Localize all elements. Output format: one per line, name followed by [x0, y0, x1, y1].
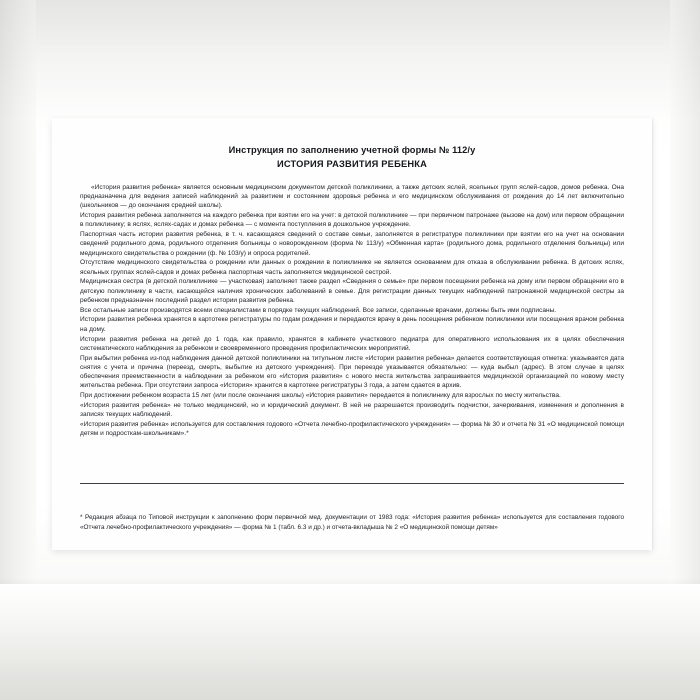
document-title: Инструкция по заполнению учетной формы № 112/у	[228, 145, 476, 155]
footnote-text: * Редакция абзаца по Типовой инструкции к заполнению форм первичной мед. документации от 1983 года: «История развития ребенка» используется для составления годового «Отчета лечебно-профилактического учреждения» — форма № 1 (табл. 6.3 и др.) и отчета-вкладыша № 2 «О медицинской помощи детям»	[80, 514, 624, 531]
paragraph: «История развития ребенка» не только медицинский, но и юридический документ. В ней не разрешается производить подчистки, зачеркивания, изменения и дополнения в записях текущих наблюдений.	[80, 402, 624, 419]
paragraph: «История развития ребенка» является основным медицинским документом детской поликлиники, а также детских яслей, ясельных групп яслей-садов, домов ребенка. Она предназначена для ведения записей наблюдений за развитием и состоянием здоровья ребенка и его медицинском обслуживания от рождения до 14 лет включительно (школьников — до окончания средней школы).	[80, 183, 624, 210]
paragraph: Медицинская сестра (в детской поликлинике — участковая) заполняет также раздел «Сведения о семье» при первом посещении ребенка на дому или первом обращении его в детскую поликлинику в части, касающейся наличия хронических заболеваний в семье. Для регистрации данных текущих наблюдений патронажной медицинской сестры за ребенком предназначен последний раздел истории развития ребенка.	[80, 278, 624, 304]
paragraph: При выбытии ребенка из-под наблюдения данной детской поликлиники на титульном листе «Истории развития ребенка» делается соответствующая отметка: указывается дата снятия с учета и причина (переезд, смерть, выбытие из детского учреждения). При переезде указывается обязательно: — куда выбыл (адрес). В этом случае в целях обеспечения преемственности в наблюдении за ребенком его «История развития» с нового места жительства запрашивается медицинской организацией по новому месту жительства ребенка. При отсутствии запроса «История» хранится в картотеке регистратуры 3 года, а затем сдается в архив.	[80, 354, 624, 390]
paragraph: Истории развития ребенка хранятся в картотеке регистратуры по годам рождения и передаются врачу в день посещения ребенком поликлиники или посещения врачом ребенка на дому.	[80, 316, 624, 333]
document-content	[52, 118, 652, 550]
paragraph: Паспортная часть истории развития ребенка, в т. ч. касающаяся сведений о составе семьи, заполняется в регистратуре поликлиники при взятии его на учет на основании сведений родильного дома, родильного отделения больницы о новорожденном (форма № 113/у) «Обменная карта» (родильного дома, родильного отделения больницы) или медицинского свидетельства о рождении (ф. № 103/у) и опроса родителей.	[80, 230, 624, 257]
document-subtitle: ИСТОРИЯ РАЗВИТИЯ РЕБЕНКА	[276, 159, 428, 170]
document-page	[52, 118, 652, 550]
booklet-binding	[0, 584, 700, 700]
page-edge-line	[652, 118, 654, 550]
footnote-divider	[80, 483, 624, 484]
paragraph: Все остальные записи производятся всеми специалистами в порядке текущих наблюдений. Все записи, сделанные врачами, должны быть ими подписаны.	[80, 306, 557, 314]
paragraph: Отсутствие медицинского свидетельства о рождении или данных о рождении в поликлинике не является основанием для отказа в обслуживании ребенка. В детских яслях, ясельных группах яслей-садов и домах ребенка паспортная часть заполняется медицинской сестрой.	[80, 259, 624, 276]
paragraph: Истории развития ребенка на детей до 1 года, как правило, хранятся в кабинете участкового педиатра для оперативного использования их в целях обеспечения систематического наблюдения за ребенком и своевременного проведения профилактических мероприятий.	[80, 335, 624, 352]
paragraph: История развития ребенка заполняется на каждого ребенка при взятии его на учет: в детской поликлинике — при первичном патронаже (вызове на дом) или первом обращении в поликлинику; в яслях, яслях-садах и домах ребенка — с момента поступления в дошкольное учреждение.	[80, 211, 624, 229]
top-shadow	[0, 0, 700, 120]
document-body	[80, 183, 624, 439]
paragraph: При достижении ребенком возраста 15 лет (или после окончания школы) «История развития» передается в поликлинику для взрослых по месту жительства.	[80, 392, 561, 400]
paragraph: «История развития ребенка» используется для составления годового «Отчета лечебно-профилактического учреждения» — форма № 30 и отчета № 31 «О медицинской помощи детям и подросткам-школьникам».*	[80, 421, 624, 438]
